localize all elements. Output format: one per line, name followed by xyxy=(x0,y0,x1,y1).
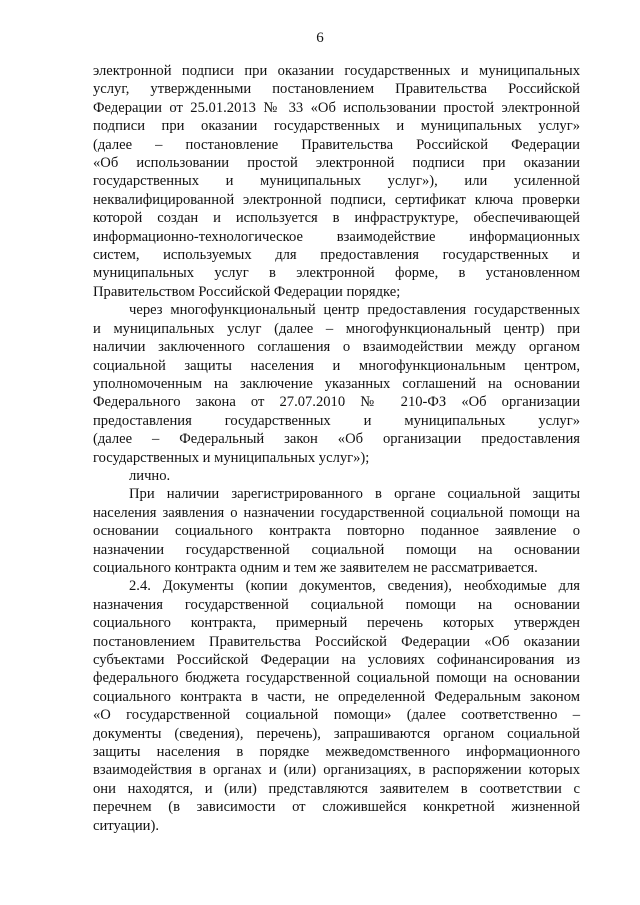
text-line: социальной защиты населения и многофункциональным центром, xyxy=(93,357,580,374)
paragraph xyxy=(93,485,580,577)
text-line: муниципальных услуг в электронной форме, в установленном xyxy=(93,265,580,282)
page-number: 6 xyxy=(316,30,324,46)
text-line: наличии заключенного соглашения о взаимодействии между органом xyxy=(93,339,580,356)
paragraph xyxy=(93,62,580,301)
text-line: и муниципальных услуг (далее – многофункциональный центр) при xyxy=(93,320,580,337)
text-line: государственных и муниципальных услуг»), или усиленной xyxy=(93,173,580,190)
text-line: они находятся, и (или) представляются заявителем в соответствии с xyxy=(93,780,580,797)
text-line: Федерального закона от 27.07.2010 № 210-ФЗ «Об организации xyxy=(93,394,580,411)
text-line: назначения государственной социальной помощи на основании xyxy=(93,596,580,613)
text-line: систем, используемых для предоставления государственных и xyxy=(93,247,580,264)
text-line: 2.4. Документы (копии документов, сведения), необходимые для xyxy=(129,578,580,595)
text-line: электронной подписи при оказании государственных и муниципальных xyxy=(93,63,580,79)
text-line: «Об использовании простой электронной подписи при оказании xyxy=(93,155,580,172)
text-line: документы (сведения), перечень), запрашиваются органом социальной xyxy=(93,725,580,742)
text-line: (далее – Федеральный закон «Об организации предоставления xyxy=(93,431,580,448)
text-line: социального контракта одним и тем же заявителем не рассматривается. xyxy=(93,559,538,576)
text-line: постановлением Правительства Российской Федерации «Об оказании xyxy=(93,633,580,650)
text-line: неквалифицированной электронной подписи, сертификат ключа проверки xyxy=(93,191,580,208)
text-line: ситуации). xyxy=(93,817,159,834)
text-line: услуг, утвержденными постановлением Правительства Российской xyxy=(93,81,580,98)
paragraph xyxy=(93,577,580,835)
text-line: субъектами Российской Федерации на условиях софинансирования из xyxy=(93,652,580,668)
text-line: Правительством Российской Федерации порядке; xyxy=(93,283,401,300)
text-line: предоставления государственных и муниципальных услуг» xyxy=(93,412,580,429)
text-line: перечнем (в зависимости от сложившейся конкретной жизненной xyxy=(93,799,580,816)
text-line: федерального бюджета государственной социальной помощи на основании xyxy=(93,670,580,687)
text-line: уполномоченным на заключение указанных соглашений на основании xyxy=(93,375,580,392)
text-line: назначении государственной социальной помощи на основании xyxy=(93,541,580,558)
text-line: через многофункциональный центр предоставления государственных xyxy=(129,302,580,319)
text-line: основании социального контракта повторно поданное заявление о xyxy=(93,523,580,540)
text-line: (далее – постановление Правительства Российской Федерации xyxy=(93,136,580,153)
paragraph xyxy=(93,301,580,467)
text-line: населения заявления о назначении государственной социальной помощи на xyxy=(93,504,580,521)
text-line: лично. xyxy=(129,467,171,484)
text-line: социального контракта в части, не определенной Федеральным законом xyxy=(93,688,580,705)
text-line: подписи при оказании государственных и муниципальных услуг» xyxy=(93,118,580,135)
text-line: Федерации от 25.01.2013 № 33 «Об использовании простой электронной xyxy=(93,99,580,116)
paragraph xyxy=(93,467,580,485)
text-line: защиты населения в порядке межведомственного информационного xyxy=(93,744,580,761)
text-line: взаимодействия в органах и (или) организациях, в распоряжении которых xyxy=(93,762,580,779)
text-line: государственных и муниципальных услуг»); xyxy=(93,449,370,466)
text-line: которой создан и используется в инфраструктуре, обеспечивающей xyxy=(93,210,580,227)
text-line: При наличии зарегистрированного в органе социальной защиты xyxy=(129,486,580,503)
text-line: социального контракта, примерный перечень которых утвержден xyxy=(93,615,580,632)
text-line: информационно-технологическое взаимодействие информационных xyxy=(93,228,580,245)
document-body xyxy=(93,62,580,835)
text-line: «О государственной социальной помощи» (далее соответственно – xyxy=(93,707,580,724)
